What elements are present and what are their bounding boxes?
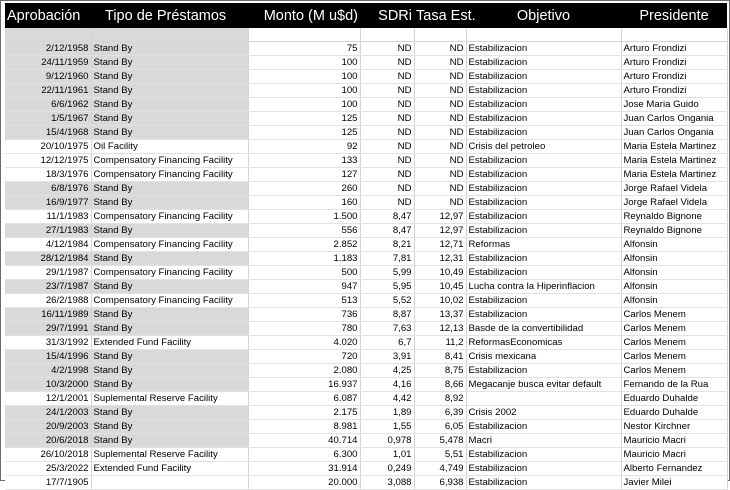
cell-objetivo[interactable]: Estabilizacion — [466, 476, 621, 490]
cell-aprobacion[interactable]: 22/11/1961 — [5, 84, 91, 98]
cell-sdri[interactable]: 5,95 — [360, 280, 414, 294]
cell-aprobacion[interactable]: 26/10/2018 — [5, 448, 91, 462]
cell-monto[interactable]: 260 — [248, 182, 360, 196]
cell-monto[interactable]: 100 — [248, 70, 360, 84]
cell-tasa[interactable]: ND — [414, 84, 466, 98]
cell-tipo[interactable]: Stand By — [91, 322, 248, 336]
cell-tipo[interactable]: Stand By — [91, 406, 248, 420]
cell-monto[interactable]: 6.087 — [248, 392, 360, 406]
cell-sdri[interactable]: 0,978 — [360, 434, 414, 448]
table-row — [5, 84, 727, 98]
table-row — [5, 420, 727, 434]
table-row — [5, 238, 727, 252]
cell-aprobacion[interactable]: 23/7/1987 — [5, 280, 91, 294]
cell-tipo[interactable]: Stand By — [91, 364, 248, 378]
cell-presidente[interactable]: Mauricio Macri — [621, 434, 727, 448]
cell-tasa[interactable]: 12,13 — [414, 322, 466, 336]
cell-tasa[interactable]: 10,02 — [414, 294, 466, 308]
cell-aprobacion[interactable]: 16/11/1989 — [5, 308, 91, 322]
table-row — [5, 392, 727, 406]
header-objetivo[interactable]: Objetivo — [516, 7, 571, 24]
cell-aprobacion[interactable]: 24/11/1959 — [5, 56, 91, 70]
cell-objetivo[interactable] — [466, 392, 621, 406]
table-row — [5, 196, 727, 210]
cell-tasa[interactable]: 12,31 — [414, 252, 466, 266]
header-monto[interactable]: Monto (M u$d) — [263, 7, 358, 24]
table-row — [5, 280, 727, 294]
cell-presidente[interactable]: Alfonsin — [621, 252, 727, 266]
cell-tasa[interactable]: ND — [414, 154, 466, 168]
cell-objetivo[interactable]: Estabilizacion — [466, 196, 621, 210]
cell-aprobacion[interactable]: 29/7/1991 — [5, 322, 91, 336]
cell-tasa[interactable]: 10,45 — [414, 280, 466, 294]
cell-objetivo[interactable]: Reformas — [466, 238, 621, 252]
cell-presidente[interactable]: Carlos Menem — [621, 336, 727, 350]
cell-tasa[interactable]: 12,71 — [414, 238, 466, 252]
cell-presidente[interactable]: Carlos Menem — [621, 350, 727, 364]
cell-tasa[interactable]: 12,97 — [414, 210, 466, 224]
cell-aprobacion[interactable]: 27/1/1983 — [5, 224, 91, 238]
cell-aprobacion[interactable]: 20/9/2003 — [5, 420, 91, 434]
cell-sdri[interactable]: ND — [360, 140, 414, 154]
table-cell[interactable] — [414, 28, 466, 42]
cell-monto[interactable]: 8.981 — [248, 420, 360, 434]
header-tasa[interactable]: Tasa Est. — [416, 7, 476, 24]
cell-sdri[interactable]: ND — [360, 154, 414, 168]
cell-objetivo[interactable]: Estabilizacion — [466, 168, 621, 182]
table-row — [5, 434, 727, 448]
cell-tipo[interactable]: Compensatory Financing Facility — [91, 294, 248, 308]
cell-monto[interactable]: 100 — [248, 98, 360, 112]
cell-sdri[interactable]: ND — [360, 112, 414, 126]
cell-tipo[interactable]: Stand By — [91, 182, 248, 196]
cell-objetivo[interactable]: Crisis 2002 — [466, 406, 621, 420]
cell-tipo[interactable]: Stand By — [91, 196, 248, 210]
cell-monto[interactable]: 1.183 — [248, 252, 360, 266]
imf-loans-table — [5, 3, 728, 490]
cell-objetivo[interactable]: Estabilizacion — [466, 252, 621, 266]
cell-objetivo[interactable]: Estabilizacion — [466, 98, 621, 112]
cell-tasa[interactable]: 12,97 — [414, 224, 466, 238]
cell-aprobacion[interactable]: 15/4/1968 — [5, 126, 91, 140]
cell-presidente[interactable]: Nestor Kirchner — [621, 420, 727, 434]
table-row — [5, 112, 727, 126]
header-aprobacion[interactable]: Aprobación — [7, 7, 81, 24]
cell-aprobacion[interactable]: 4/2/1998 — [5, 364, 91, 378]
cell-monto[interactable]: 133 — [248, 154, 360, 168]
cell-aprobacion[interactable]: 26/2/1988 — [5, 294, 91, 308]
table-row — [5, 266, 727, 280]
cell-tipo[interactable]: Stand By — [91, 112, 248, 126]
cell-tipo[interactable]: Compensatory Financing Facility — [91, 168, 248, 182]
cell-tasa[interactable]: ND — [414, 98, 466, 112]
cell-tasa[interactable]: 5,478 — [414, 434, 466, 448]
cell-aprobacion[interactable]: 28/12/1984 — [5, 252, 91, 266]
cell-monto[interactable]: 6.300 — [248, 448, 360, 462]
cell-sdri[interactable]: 0,249 — [360, 462, 414, 476]
cell-aprobacion[interactable]: 24/1/2003 — [5, 406, 91, 420]
table-row — [5, 350, 727, 364]
cell-sdri[interactable]: 5,99 — [360, 266, 414, 280]
cell-sdri[interactable]: 8,47 — [360, 210, 414, 224]
cell-presidente[interactable]: Carlos Menem — [621, 308, 727, 322]
cell-tipo[interactable]: Stand By — [91, 42, 248, 56]
table-row — [5, 154, 727, 168]
cell-tipo[interactable]: Stand By — [91, 252, 248, 266]
table-row — [5, 378, 727, 392]
cell-tipo[interactable]: Compensatory Financing Facility — [91, 266, 248, 280]
cell-aprobacion[interactable]: 10/3/2000 — [5, 378, 91, 392]
cell-sdri[interactable]: ND — [360, 70, 414, 84]
cell-objetivo[interactable]: Estabilizacion — [466, 462, 621, 476]
table-row — [5, 336, 727, 350]
header-presidente[interactable]: Presidente — [639, 7, 709, 24]
table-cell[interactable] — [91, 28, 248, 42]
table-row — [5, 70, 727, 84]
cell-tasa[interactable]: 6,938 — [414, 476, 466, 490]
table-row — [5, 98, 727, 112]
cell-tipo[interactable]: Stand By — [91, 434, 248, 448]
cell-objetivo[interactable]: Megacanje busca evitar default — [466, 378, 621, 392]
cell-monto[interactable]: 736 — [248, 308, 360, 322]
cell-aprobacion[interactable]: 12/12/1975 — [5, 154, 91, 168]
cell-objetivo[interactable]: Estabilizacion — [466, 42, 621, 56]
table-row — [5, 406, 727, 420]
cell-monto[interactable]: 100 — [248, 56, 360, 70]
cell-objetivo[interactable]: Estabilizacion — [466, 56, 621, 70]
cell-tipo[interactable]: Stand By — [91, 56, 248, 70]
table-cell[interactable] — [621, 28, 727, 42]
cell-presidente[interactable]: Arturo Frondizi — [621, 56, 727, 70]
cell-tipo[interactable]: Stand By — [91, 70, 248, 84]
cell-presidente[interactable]: Alfonsin — [621, 280, 727, 294]
cell-presidente[interactable]: Maria Estela Martinez — [621, 154, 727, 168]
cell-presidente[interactable]: Reynaldo Bignone — [621, 224, 727, 238]
cell-tasa[interactable]: 13,37 — [414, 308, 466, 322]
table-row — [5, 140, 727, 154]
cell-objetivo[interactable]: Estabilizacion — [466, 308, 621, 322]
cell-presidente[interactable]: Eduardo Duhalde — [621, 406, 727, 420]
cell-sdri[interactable]: 1,01 — [360, 448, 414, 462]
cell-monto[interactable]: 31.914 — [248, 462, 360, 476]
cell-tasa[interactable]: ND — [414, 56, 466, 70]
table-row — [5, 322, 727, 336]
cell-monto[interactable]: 1.500 — [248, 210, 360, 224]
cell-objetivo[interactable]: Basde de la convertibilidad — [466, 322, 621, 336]
cell-aprobacion[interactable]: 20/6/2018 — [5, 434, 91, 448]
cell-objetivo[interactable]: Estabilizacion — [466, 182, 621, 196]
cell-sdri[interactable]: ND — [360, 196, 414, 210]
cell-tipo[interactable]: Stand By — [91, 126, 248, 140]
cell-presidente[interactable]: Arturo Frondizi — [621, 84, 727, 98]
table-cell[interactable] — [360, 28, 414, 42]
cell-presidente[interactable]: Javier Milei — [621, 476, 727, 490]
blank-row — [5, 28, 727, 42]
cell-aprobacion[interactable]: 2/12/1958 — [5, 42, 91, 56]
cell-aprobacion[interactable]: 9/12/1960 — [5, 70, 91, 84]
cell-aprobacion[interactable]: 4/12/1984 — [5, 238, 91, 252]
cell-aprobacion[interactable]: 20/10/1975 — [5, 140, 91, 154]
table-row — [5, 56, 727, 70]
cell-sdri[interactable]: ND — [360, 98, 414, 112]
table-body — [5, 28, 727, 490]
cell-aprobacion[interactable]: 18/3/1976 — [5, 168, 91, 182]
header-tipo[interactable]: Tipo de Préstamos — [105, 7, 227, 24]
cell-tipo[interactable]: Suplemental Reserve Facility — [91, 448, 248, 462]
cell-aprobacion[interactable]: 1/5/1967 — [5, 112, 91, 126]
cell-aprobacion[interactable]: 15/4/1996 — [5, 350, 91, 364]
cell-tasa[interactable]: 10,49 — [414, 266, 466, 280]
cell-sdri[interactable]: 7,63 — [360, 322, 414, 336]
cell-aprobacion[interactable]: 16/9/1977 — [5, 196, 91, 210]
cell-monto[interactable]: 780 — [248, 322, 360, 336]
cell-sdri[interactable]: 3,088 — [360, 476, 414, 490]
cell-objetivo[interactable]: Estabilizacion — [466, 154, 621, 168]
cell-objetivo[interactable]: Estabilizacion — [466, 266, 621, 280]
cell-monto[interactable]: 16.937 — [248, 378, 360, 392]
cell-tipo[interactable]: Compensatory Financing Facility — [91, 210, 248, 224]
cell-tasa[interactable]: 6,05 — [414, 420, 466, 434]
cell-sdri[interactable]: 4,16 — [360, 378, 414, 392]
cell-sdri[interactable]: ND — [360, 168, 414, 182]
cell-presidente[interactable]: Alfonsin — [621, 266, 727, 280]
cell-tipo[interactable]: Stand By — [91, 98, 248, 112]
table-cell[interactable] — [248, 28, 360, 42]
cell-monto[interactable]: 100 — [248, 84, 360, 98]
cell-tipo[interactable]: Oil Facility — [91, 140, 248, 154]
cell-monto[interactable]: 125 — [248, 126, 360, 140]
cell-monto[interactable]: 20.000 — [248, 476, 360, 490]
cell-aprobacion[interactable]: 12/1/2001 — [5, 392, 91, 406]
header-row — [5, 3, 727, 28]
cell-monto[interactable]: 556 — [248, 224, 360, 238]
cell-tipo[interactable]: Stand By — [91, 280, 248, 294]
cell-objetivo[interactable]: Crisis del petroleo — [466, 140, 621, 154]
cell-tipo[interactable]: Stand By — [91, 308, 248, 322]
cell-sdri[interactable]: ND — [360, 126, 414, 140]
cell-tipo[interactable]: Suplemental Reserve Facility — [91, 392, 248, 406]
table-row — [5, 364, 727, 378]
cell-presidente[interactable]: Arturo Frondizi — [621, 70, 727, 84]
cell-objetivo[interactable]: Estabilizacion — [466, 112, 621, 126]
cell-presidente[interactable]: Arturo Frondizi — [621, 42, 727, 56]
cell-presidente[interactable]: Fernando de la Rua — [621, 378, 727, 392]
cell-tasa[interactable]: 4,749 — [414, 462, 466, 476]
table-row — [5, 308, 727, 322]
cell-sdri[interactable]: 8,21 — [360, 238, 414, 252]
cell-presidente[interactable]: Alfonsin — [621, 238, 727, 252]
cell-monto[interactable]: 125 — [248, 112, 360, 126]
cell-presidente[interactable]: Juan Carlos Ongania — [621, 112, 727, 126]
cell-aprobacion[interactable]: 11/1/1983 — [5, 210, 91, 224]
table-row — [5, 294, 727, 308]
cell-sdri[interactable]: 8,87 — [360, 308, 414, 322]
table-row — [5, 476, 727, 490]
cell-objetivo[interactable]: Estabilizacion — [466, 126, 621, 140]
cell-monto[interactable]: 2.175 — [248, 406, 360, 420]
cell-monto[interactable]: 947 — [248, 280, 360, 294]
cell-objetivo[interactable]: Macri — [466, 434, 621, 448]
cell-presidente[interactable]: Mauricio Macri — [621, 448, 727, 462]
cell-presidente[interactable]: Juan Carlos Ongania — [621, 126, 727, 140]
table-row — [5, 168, 727, 182]
table-row — [5, 210, 727, 224]
cell-presidente[interactable]: Carlos Menem — [621, 364, 727, 378]
cell-objetivo[interactable]: Estabilizacion — [466, 294, 621, 308]
cell-sdri[interactable]: 4,42 — [360, 392, 414, 406]
cell-monto[interactable]: 2.852 — [248, 238, 360, 252]
cell-presidente[interactable]: Alberto Fernandez — [621, 462, 727, 476]
cell-monto[interactable]: 127 — [248, 168, 360, 182]
cell-tipo[interactable]: Stand By — [91, 350, 248, 364]
cell-tipo[interactable]: Stand By — [91, 420, 248, 434]
cell-presidente[interactable]: Reynaldo Bignone — [621, 210, 727, 224]
cell-presidente[interactable]: Jorge Rafael Videla — [621, 196, 727, 210]
cell-objetivo[interactable]: Estabilizacion — [466, 448, 621, 462]
table-row — [5, 224, 727, 238]
cell-objetivo[interactable]: Crisis mexicana — [466, 350, 621, 364]
cell-objetivo[interactable]: Estabilizacion — [466, 70, 621, 84]
cell-monto[interactable]: 500 — [248, 266, 360, 280]
cell-presidente[interactable]: Maria Estela Martinez — [621, 168, 727, 182]
cell-sdri[interactable]: ND — [360, 84, 414, 98]
cell-sdri[interactable]: 6,7 — [360, 336, 414, 350]
cell-tasa[interactable]: 11,2 — [414, 336, 466, 350]
cell-aprobacion[interactable]: 29/1/1987 — [5, 266, 91, 280]
cell-tipo[interactable]: Compensatory Financing Facility — [91, 154, 248, 168]
cell-monto[interactable]: 720 — [248, 350, 360, 364]
cell-tasa[interactable]: 8,92 — [414, 392, 466, 406]
cell-presidente[interactable]: Eduardo Duhalde — [621, 392, 727, 406]
cell-sdri[interactable]: 1,89 — [360, 406, 414, 420]
cell-sdri[interactable]: 3,91 — [360, 350, 414, 364]
cell-objetivo[interactable]: Lucha contra la Hiperinflacion — [466, 280, 621, 294]
cell-tipo[interactable]: Extended Fund Facility — [91, 336, 248, 350]
cell-monto[interactable]: 513 — [248, 294, 360, 308]
cell-presidente[interactable]: Alfonsin — [621, 294, 727, 308]
cell-sdri[interactable]: 5,52 — [360, 294, 414, 308]
table-cell[interactable] — [5, 28, 91, 42]
table-row — [5, 42, 727, 56]
cell-monto[interactable]: 4.020 — [248, 336, 360, 350]
cell-sdri[interactable]: 7,81 — [360, 252, 414, 266]
table-row — [5, 448, 727, 462]
cell-tasa[interactable]: 8,41 — [414, 350, 466, 364]
table-row — [5, 252, 727, 266]
cell-tasa[interactable]: ND — [414, 182, 466, 196]
cell-tasa[interactable]: ND — [414, 126, 466, 140]
table-row — [5, 126, 727, 140]
cell-tasa[interactable]: ND — [414, 168, 466, 182]
cell-tasa[interactable]: ND — [414, 70, 466, 84]
cell-tasa[interactable]: 8,66 — [414, 378, 466, 392]
cell-objetivo[interactable]: ReformasEconomicas — [466, 336, 621, 350]
cell-aprobacion[interactable]: 6/6/1962 — [5, 98, 91, 112]
cell-aprobacion[interactable]: 17/7/1905 — [5, 476, 91, 490]
cell-tasa[interactable]: ND — [414, 42, 466, 56]
cell-tipo[interactable]: Stand By — [91, 378, 248, 392]
cell-aprobacion[interactable]: 6/8/1976 — [5, 182, 91, 196]
header-sdri[interactable]: SDRi — [378, 7, 412, 24]
cell-monto[interactable]: 75 — [248, 42, 360, 56]
cell-tasa[interactable]: 8,75 — [414, 364, 466, 378]
cell-tasa[interactable]: ND — [414, 112, 466, 126]
cell-objetivo[interactable]: Estabilizacion — [466, 84, 621, 98]
cell-objetivo[interactable]: Estabilizacion — [466, 420, 621, 434]
cell-presidente[interactable]: Carlos Menem — [621, 322, 727, 336]
cell-tasa[interactable]: ND — [414, 196, 466, 210]
cell-monto[interactable]: 40.714 — [248, 434, 360, 448]
cell-tipo[interactable]: Stand By — [91, 84, 248, 98]
cell-aprobacion[interactable]: 25/3/2022 — [5, 462, 91, 476]
cell-objetivo[interactable]: Estabilizacion — [466, 224, 621, 238]
cell-presidente[interactable]: Jorge Rafael Videla — [621, 182, 727, 196]
cell-objetivo[interactable]: Estabilizacion — [466, 210, 621, 224]
table-row — [5, 182, 727, 196]
cell-presidente[interactable]: Maria Estela Martinez — [621, 140, 727, 154]
cell-tasa[interactable]: 5,51 — [414, 448, 466, 462]
cell-tipo[interactable]: Compensatory Financing Facility — [91, 238, 248, 252]
cell-aprobacion[interactable]: 31/3/1992 — [5, 336, 91, 350]
table-cell[interactable] — [466, 28, 621, 42]
cell-tipo[interactable]: Extended Fund Facility — [91, 462, 248, 476]
cell-sdri[interactable]: ND — [360, 56, 414, 70]
cell-monto[interactable]: 160 — [248, 196, 360, 210]
cell-tipo[interactable] — [91, 476, 248, 490]
cell-sdri[interactable]: ND — [360, 42, 414, 56]
cell-tipo[interactable]: Stand By — [91, 224, 248, 238]
cell-presidente[interactable]: Jose Maria Guido — [621, 98, 727, 112]
cell-sdri[interactable]: ND — [360, 182, 414, 196]
cell-sdri[interactable]: 1,55 — [360, 420, 414, 434]
cell-objetivo[interactable]: Estabilizacion — [466, 364, 621, 378]
table-row — [5, 462, 727, 476]
cell-tasa[interactable]: 6,39 — [414, 406, 466, 420]
cell-tasa[interactable]: ND — [414, 140, 466, 154]
cell-sdri[interactable]: 8,47 — [360, 224, 414, 238]
cell-sdri[interactable]: 4,25 — [360, 364, 414, 378]
cell-monto[interactable]: 92 — [248, 140, 360, 154]
cell-monto[interactable]: 2.080 — [248, 364, 360, 378]
